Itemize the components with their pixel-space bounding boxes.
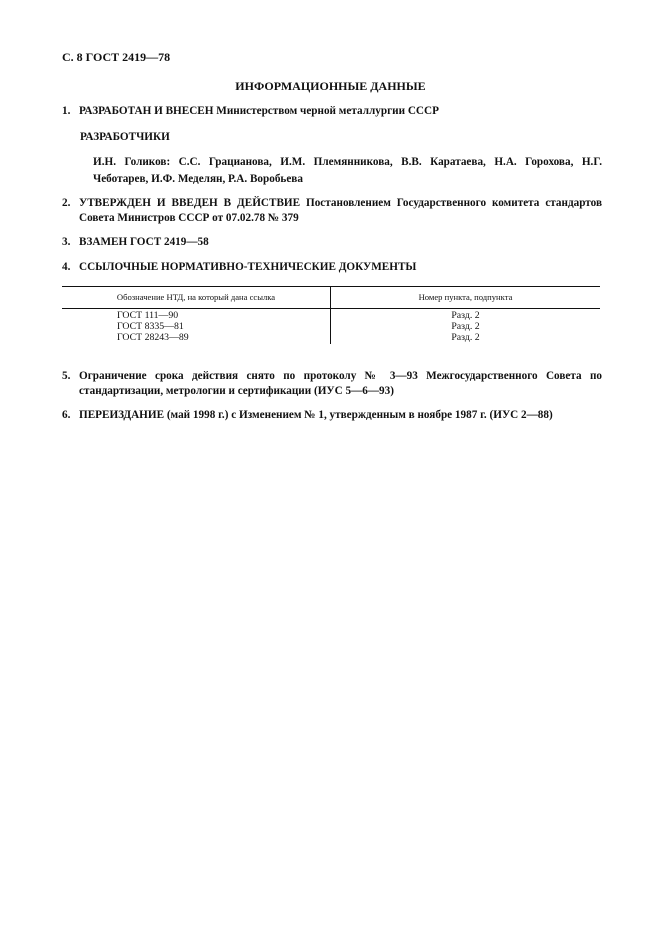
item-number: 2. bbox=[62, 197, 71, 209]
table-header-document: Обозначение НТД, на который дана ссылка bbox=[116, 292, 276, 302]
table-cell-clause: Разд. 2 bbox=[451, 321, 480, 332]
item-text: ССЫЛОЧНЫЕ НОРМАТИВНО-ТЕХНИЧЕСКИЕ ДОКУМЕНТЫ bbox=[79, 261, 417, 273]
table-cell-document: ГОСТ 111—90 bbox=[117, 310, 179, 321]
developers-names: И.Н. Голиков: С.С. Грацианова, И.М. Племянникова, В.В. Каратаева, Н.А. Горохова, Н.Г. Чеботарев, И.Ф. Меделян, Р.А. Воробьева bbox=[93, 156, 602, 185]
developers-heading: РАЗРАБОТЧИКИ bbox=[80, 131, 170, 143]
item-text: ПЕРЕИЗДАНИЕ (май 1998 г.) с Изменением № 1, утвержденным в ноябре 1987 г. (ИУС 2—88) bbox=[79, 409, 553, 421]
item-number: 4. bbox=[62, 261, 71, 273]
table-body bbox=[62, 310, 600, 343]
page-title: ИНФОРМАЦИОННЫЕ ДАННЫЕ bbox=[235, 79, 426, 93]
item-number: 6. bbox=[62, 409, 71, 421]
table-row bbox=[62, 310, 600, 321]
table-top-rule bbox=[62, 286, 600, 287]
table-cell-clause: Разд. 2 bbox=[451, 310, 480, 321]
info-item-2 bbox=[62, 196, 602, 228]
table-cell-document: ГОСТ 28243—89 bbox=[117, 332, 189, 343]
item-number: 1. bbox=[62, 105, 71, 117]
item-number: 3. bbox=[62, 236, 71, 248]
item-text: Ограничение срока действия снято по протоколу № 3—93 Межгосударственного Совета по стандартизации, метрологии и сертификации (ИУС 5—6—93) bbox=[79, 370, 602, 397]
table-cell-document: ГОСТ 8335—81 bbox=[117, 321, 184, 332]
table-header-clause: Номер пункта, подпункта bbox=[418, 292, 513, 302]
table-row bbox=[62, 332, 600, 343]
item-number: 5. bbox=[62, 370, 71, 382]
item-text: ВЗАМЕН ГОСТ 2419—58 bbox=[79, 236, 209, 248]
table-header-rule bbox=[62, 308, 600, 309]
info-item-5 bbox=[62, 369, 602, 401]
table-row bbox=[62, 321, 600, 332]
item-text: УТВЕРЖДЕН И ВВЕДЕН В ДЕЙСТВИЕ Постановлением Государственного комитета стандартов Совета Министров СССР от 07.02.78 № 379 bbox=[79, 197, 602, 224]
page-header: С. 8 ГОСТ 2419—78 bbox=[62, 50, 171, 64]
item-text: РАЗРАБОТАН И ВНЕСЕН Министерством черной металлургии СССР bbox=[79, 105, 439, 117]
table-cell-clause: Разд. 2 bbox=[451, 332, 480, 343]
